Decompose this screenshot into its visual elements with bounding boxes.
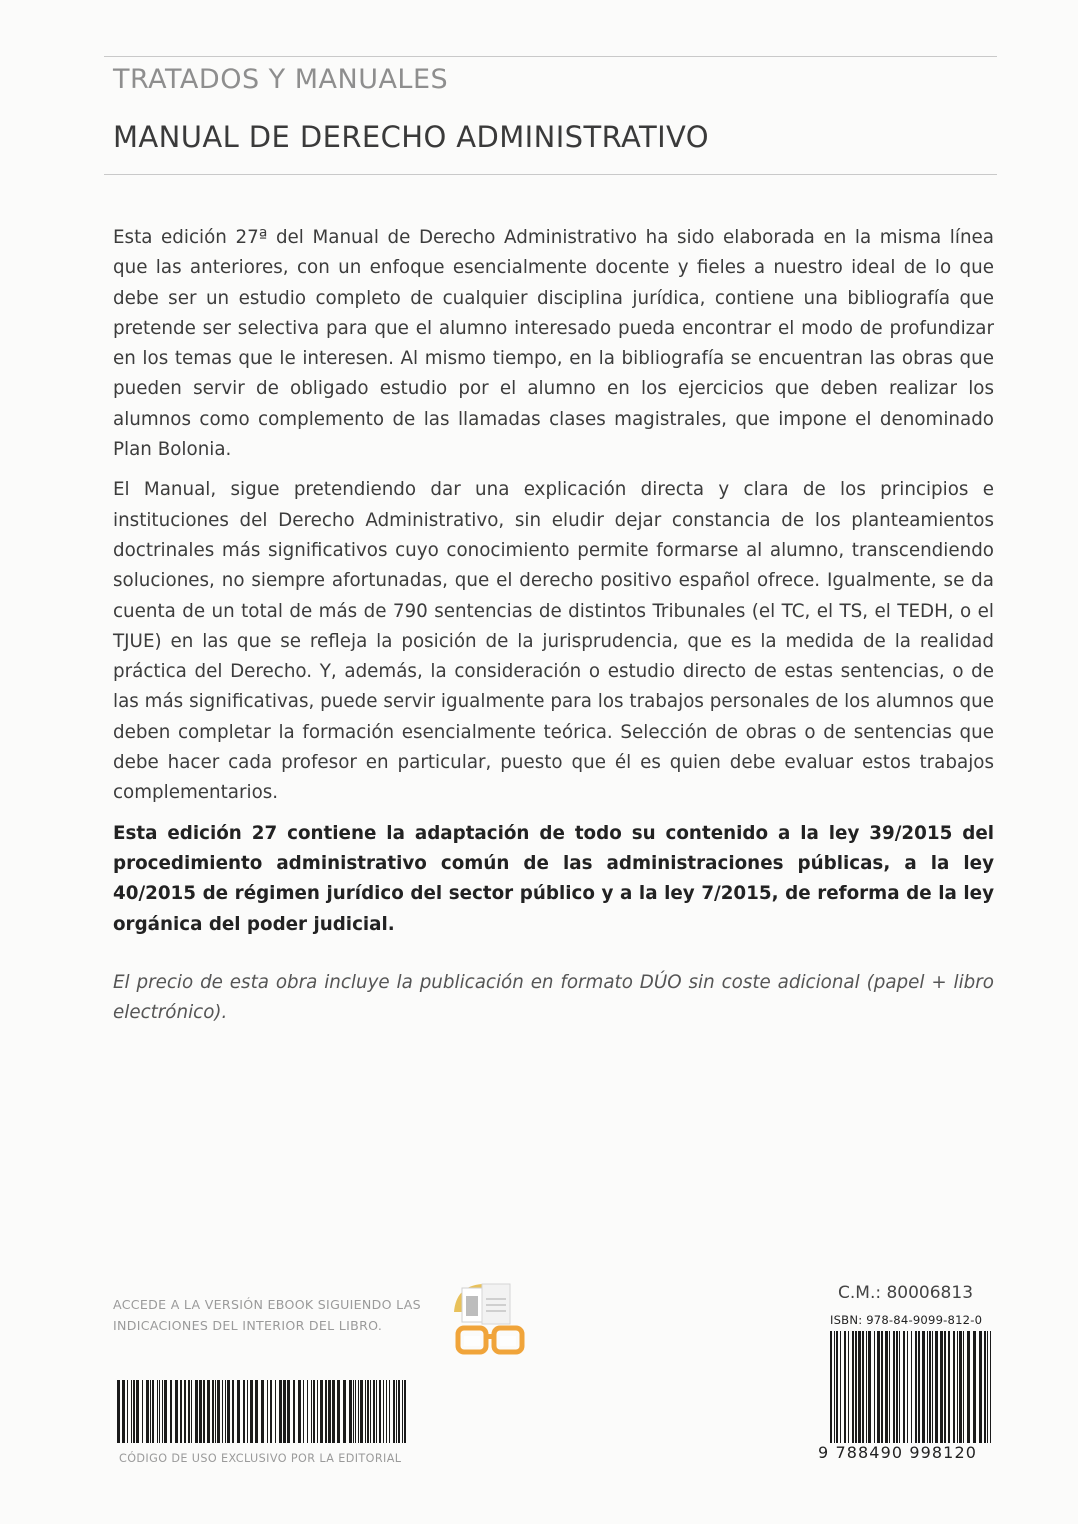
barcode-bar (275, 1380, 276, 1443)
barcode-bar (929, 1331, 931, 1443)
barcode-bar (203, 1380, 205, 1443)
barcode-bar (267, 1380, 268, 1443)
barcode-bar (367, 1380, 369, 1443)
title-rule (104, 174, 997, 175)
barcode-bar (136, 1380, 139, 1443)
blurb-paragraph-1: Esta edición 27ª del Manual de Derecho Administrativo ha sido elaborada en la misma línea que las anteriores, con un enfoque esencialmente docente y fieles a nuestro ideal de lo que debe ser un estudio completo de cualquier disciplina jurídica, contiene una bibliografía que pretende ser selectiva para que el alumno interesado pueda encontrar el modo de profundizar en los temas que le interesen. Al mismo tiempo, en la bibliografía se encuentran las obras que pueden servir de obligado estudio por el alumno en los ejercicios que deben realizar los alumnos como complemento de las llamadas clases magistrales, que impone el denominado Plan Bolonia. (113, 227, 994, 461)
barcode-bar (984, 1331, 986, 1443)
barcode-bar (383, 1380, 384, 1443)
barcode-bar (990, 1331, 991, 1443)
barcode-bar (293, 1380, 295, 1443)
barcode-bar (298, 1380, 301, 1443)
barcode-bar (195, 1380, 198, 1443)
barcode-bar (893, 1331, 895, 1443)
barcode-bar (146, 1380, 149, 1443)
ebook-note: ACCEDE A LA VERSIÓN EBOOK SIGUIENDO LAS INDICACIONES DEL INTERIOR DEL LIBRO. (113, 1297, 421, 1333)
barcode-bar (376, 1380, 377, 1443)
barcode-digits: 9 788490 998120 (818, 1443, 978, 1462)
barcode-bar (877, 1331, 880, 1443)
barcode-bar (325, 1380, 327, 1443)
ebook-glasses-icon (452, 1278, 528, 1358)
barcode-bar (287, 1380, 290, 1443)
barcode-bar (222, 1380, 223, 1443)
barcode-bar (349, 1380, 352, 1443)
barcode-bar (393, 1380, 395, 1443)
barcode-bar (311, 1380, 312, 1443)
barcode-bar (830, 1331, 832, 1443)
barcode-bar (957, 1331, 958, 1443)
barcode-bar (967, 1331, 970, 1443)
barcode-bar (243, 1380, 245, 1443)
barcode-bar (386, 1380, 387, 1443)
barcode-bar (247, 1380, 248, 1443)
barcode-bar (852, 1331, 854, 1443)
editorial-barcode (117, 1380, 410, 1443)
blurb-paragraph-italic: El precio de esta obra incluye la publicación en formato DÚO sin coste adicional (papel + libro electrónico). (113, 971, 994, 1024)
barcode-bar (918, 1331, 920, 1443)
barcode-bar (855, 1331, 857, 1443)
barcode-bar (127, 1380, 128, 1443)
barcode-bar (404, 1380, 406, 1443)
barcode-bar (379, 1380, 381, 1443)
barcode-bar (217, 1380, 220, 1443)
barcode-bar (944, 1331, 946, 1443)
barcode-bar (255, 1380, 258, 1443)
cm-code: C.M.: 80006813 (838, 1283, 974, 1303)
barcode-bar (250, 1380, 253, 1443)
barcode-bar (157, 1380, 158, 1443)
barcode-bar (227, 1380, 230, 1443)
barcode-bar (922, 1331, 925, 1443)
barcode-bar (953, 1331, 955, 1443)
barcode-bar (164, 1380, 167, 1443)
barcode-bar (396, 1380, 397, 1443)
barcode-bar (915, 1331, 917, 1443)
barcode-bar (150, 1380, 151, 1443)
barcode-bar (307, 1380, 308, 1443)
barcode-bar (389, 1380, 390, 1443)
barcode-bar (963, 1331, 964, 1443)
barcode-bar (313, 1380, 315, 1443)
barcode-bar (225, 1380, 226, 1443)
barcode-bar (836, 1331, 838, 1443)
barcode-bar (320, 1380, 323, 1443)
barcode-bar (927, 1331, 928, 1443)
barcode-bar (283, 1380, 286, 1443)
barcode-bar (159, 1380, 160, 1443)
barcode-bar (279, 1380, 282, 1443)
barcode-bar (237, 1380, 240, 1443)
barcode-bar (117, 1380, 120, 1443)
barcode-bar (365, 1380, 366, 1443)
barcode-bar (973, 1331, 976, 1443)
barcode-bar (270, 1380, 272, 1443)
barcode-bar (212, 1380, 214, 1443)
barcode-bar (932, 1331, 933, 1443)
barcode-bar (903, 1331, 905, 1443)
barcode-bar (184, 1380, 186, 1443)
barcode-bar (987, 1331, 988, 1443)
barcode-bar (370, 1380, 371, 1443)
barcode-bar (959, 1331, 962, 1443)
barcode-bar (881, 1331, 883, 1443)
barcode-bar (858, 1331, 861, 1443)
barcode-bar (398, 1380, 400, 1443)
barcode-bar (868, 1331, 871, 1443)
barcode-bar (874, 1331, 875, 1443)
barcode-bar (191, 1380, 192, 1443)
blurb (113, 223, 994, 1038)
barcode-bar (261, 1380, 264, 1443)
barcode-bar (175, 1380, 178, 1443)
barcode-bar (373, 1380, 375, 1443)
barcode-bar (199, 1380, 202, 1443)
barcode-bar (332, 1380, 335, 1443)
series-name: TRATADOS Y MANUALES (113, 64, 449, 95)
barcode-bar (152, 1380, 154, 1443)
barcode-bar (343, 1380, 346, 1443)
barcode-bar (834, 1331, 835, 1443)
barcode-bar (122, 1380, 125, 1443)
book-title: MANUAL DE DERECHO ADMINISTRATIVO (113, 120, 709, 154)
barcode-bar (188, 1380, 190, 1443)
barcode-bar (885, 1331, 888, 1443)
barcode-bar (337, 1380, 340, 1443)
barcode-bar (317, 1380, 318, 1443)
isbn: ISBN: 978-84-9099-812-0 (830, 1313, 983, 1327)
barcode-bar (360, 1380, 363, 1443)
blurb-paragraph-2: El Manual, sigue pretendiendo dar una explicación directa y clara de los principios e instituciones del Derecho Administrativo, sin eludir dejar constancia de los planteamientos doctrinales más significativos cuyo conocimiento permite formarse al alumno, transcendiendo soluciones, no siempre afortunadas, que el derecho positivo español ofrece. Igualmente, se da cuenta de un total de más de 790 sentencias de distintos Tribunales (el TC, el TS, el TEDH, o el TJUE) en las que se refleja la posición de la jurisprudencia, que es la medida de la realidad práctica del Derecho. Y, además, la consideración o estudio directo de estas sentencias, o de las más significativas, puede servir igualmente para los trabajos personales de los alumnos que deben completar la formación esencialmente teórica. Selección de obras o de sentencias que debe hacer cada profesor en particular, puesto que él es quien debe evaluar estos trabajos complementarios. (113, 479, 994, 804)
barcode-bar (215, 1380, 216, 1443)
top-rule (104, 56, 997, 57)
barcode-bar (358, 1380, 359, 1443)
barcode-bar (170, 1380, 172, 1443)
blurb-paragraph-bold: Esta edición 27 contiene la adaptación de todo su contenido a la ley 39/2015 del procedimiento administrativo común de las administraciones públicas, a la ley 40/2015 de régimen jurídico del sector público y a la ley 7/2015, de reforma de la ley orgánica del poder judicial. (113, 822, 994, 935)
barcode-bar (979, 1331, 982, 1443)
barcode-bar (353, 1380, 354, 1443)
barcode-bar (907, 1331, 908, 1443)
barcode-bar (303, 1380, 304, 1443)
barcode-bar (935, 1331, 938, 1443)
editorial-code-note: CÓDIGO DE USO EXCLUSIVO POR LA EDITORIAL (119, 1452, 402, 1465)
barcode-bar (162, 1380, 163, 1443)
barcode-bar (896, 1331, 898, 1443)
barcode-bar (232, 1380, 234, 1443)
isbn-barcode (830, 1331, 994, 1443)
barcode-bar (355, 1380, 356, 1443)
barcode-bar (948, 1331, 950, 1443)
barcode-bar (940, 1331, 943, 1443)
barcode-bar (844, 1331, 846, 1443)
barcode-bar (866, 1331, 867, 1443)
barcode-bar (889, 1331, 890, 1443)
barcode-bar (207, 1380, 210, 1443)
barcode-bar (142, 1380, 143, 1443)
barcode-bar (402, 1380, 403, 1443)
barcode-bar (180, 1380, 182, 1443)
barcode-bar (899, 1331, 900, 1443)
barcode-bar (911, 1331, 912, 1443)
barcode-bar (848, 1331, 849, 1443)
barcode-bar (133, 1380, 135, 1443)
barcode-bar (328, 1380, 331, 1443)
barcode-bar (131, 1380, 132, 1443)
barcode-bar (862, 1331, 864, 1443)
barcode-bar (840, 1331, 841, 1443)
